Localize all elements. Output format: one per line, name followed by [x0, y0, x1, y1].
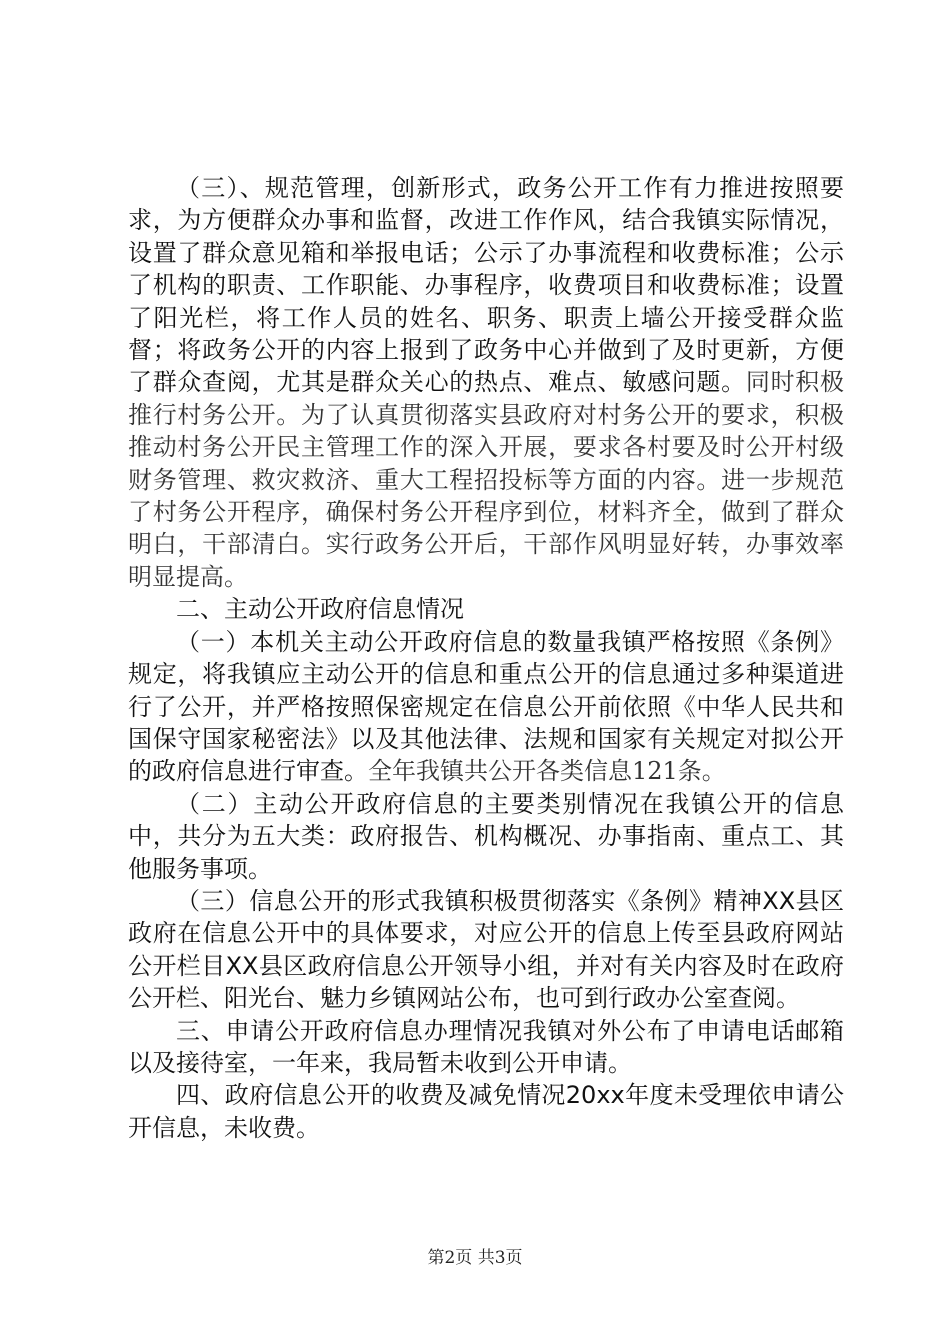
- paragraph-fees: 四、政府信息公开的收费及减免情况20xx年度未受理依申请公开信息，未收费。: [128, 1081, 844, 1142]
- paragraph-text-annual-count: 全年我镇共公开各类信息121条。: [368, 757, 726, 786]
- document-body: [128, 172, 844, 1144]
- page-footer: 第2页 共3页: [427, 1248, 523, 1268]
- paragraph-text: （三）、规范管理，创新形式，政务公开工作有力推进按照要求，为方便群众办事和监督，改进工作作风，结合我镇实际情况，设置了群众意见箱和举报电话；公示了办事流程和收费标准；公示了机构的职责、工作职能、办事程序，收费项目和收费标准；设置了阳光栏，将工作人员的姓名、职务、职责上墙公开接受群众监督；将政务公开的内容上报到了政务中心并做到了及时更新，方便了群众查阅，尤其是群众关心的热点、难点、敏感问题。: [128, 174, 844, 397]
- paragraph-text-village-affairs: 同时积极推行村务公开。为了认真贯彻落实县政府对村务公开的要求，积极推动村务公开民主管理工作的深入开展，要求各村要及时公开村级财务管理、救灾救济、重大工程招投标等方面的内容。进一步规范了村务公开程序，确保村务公开程序到位，材料齐全，做到了群众明白，干部清白。实行政务公开后，干部作风明显好转，办事效率明显提高。: [128, 368, 845, 591]
- paragraph-disclosure-quantity: [128, 626, 844, 788]
- section-heading-active-disclosure: 二、主动公开政府信息情况: [176, 595, 464, 624]
- paragraph-disclosure-forms: （三）信息公开的形式我镇积极贯彻落实《条例》精神XX县区政府在信息公开中的具体要求，对应公开的信息上传至县政府网站公开栏目XX县区政府信息公开领导小组，并对有关内容及时在政府公开栏、阳光台、魅力乡镇网站公布，也可到行政办公室查阅。: [128, 886, 844, 1013]
- paragraph-disclosure-categories: （二）主动公开政府信息的主要类别情况在我镇公开的信息中，共分为五大类：政府报告、机构概况、办事指南、重点工、其他服务事项。: [128, 789, 844, 883]
- paragraph-text: （一）本机关主动公开政府信息的数量我镇严格按照《条例》规定，将我镇应主动公开的信息和重点公开的信息通过多种渠道进行了公开，并严格按照保密规定在信息公开前依照《中华人民共和国保守国家秘密法》以及其他法律、法规和国家有关规定对拟公开的政府信息进行审查。: [128, 627, 844, 786]
- paragraph-standardized-management: [128, 172, 844, 593]
- paragraph-applications: 三、申请公开政府信息办理情况我镇对外公布了申请电话邮箱以及接待室，一年来，我局暂未收到公开申请。: [128, 1016, 844, 1077]
